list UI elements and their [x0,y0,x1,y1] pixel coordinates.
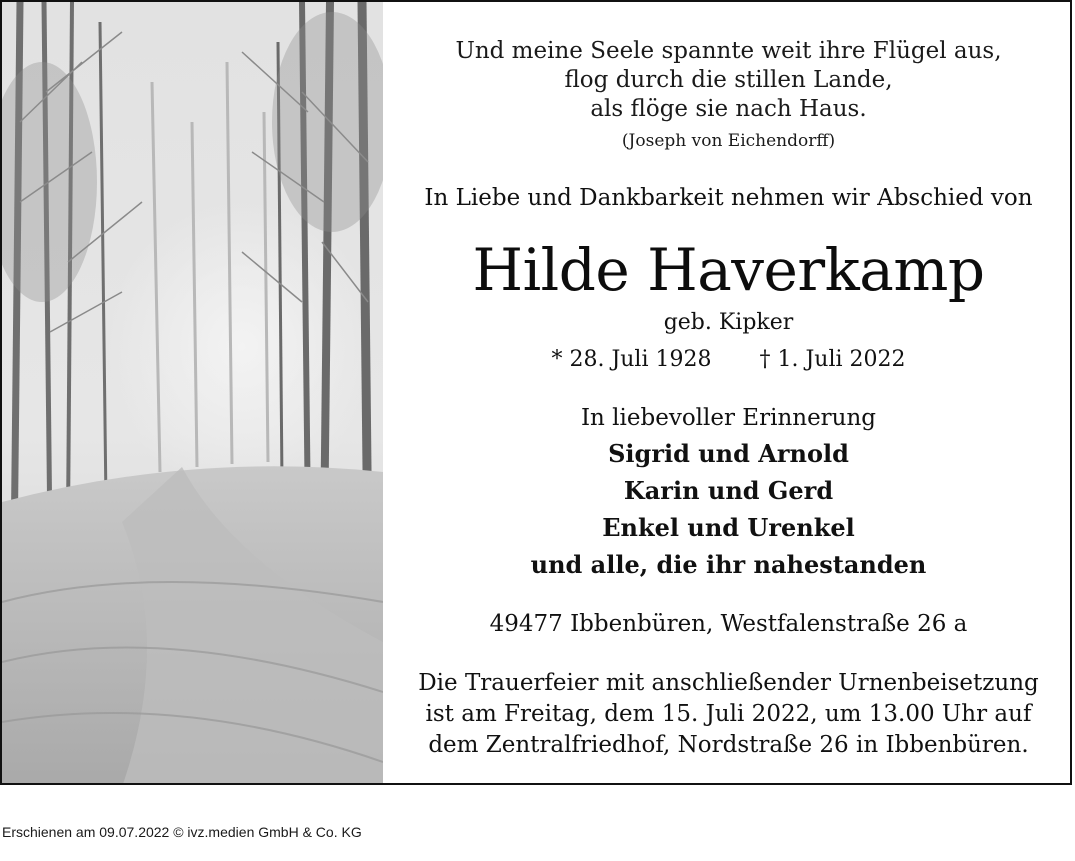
deceased-name: Hilde Haverkamp [472,236,985,304]
quote-author: (Joseph von Eichendorff) [621,131,836,151]
publication-credit: Erschienen am 09.07.2022 © ivz.medien GmbH & Co. KG [2,824,362,840]
birth-name: geb. Kipker [663,310,794,335]
forest-path-illustration [2,2,383,785]
quote-line: als flöge sie nach Haus. [590,96,867,122]
notice-text-panel [385,2,1072,785]
mourner-line: Sigrid und Arnold [608,439,849,468]
quote-line: Und meine Seele spannte weit ihre Flügel aus, [455,38,1002,64]
life-dates [385,346,1072,374]
service-info-line: ist am Freitag, dem 15. Juli 2022, um 13.00 Uhr auf [425,701,1032,727]
mourner-address: 49477 Ibbenbüren, Westfalenstraße 26 a [489,611,968,637]
farewell-intro: In Liebe und Dankbarkeit nehmen wir Abschied von [424,185,1033,211]
birth-date: * 28. Juli 1928 [551,347,712,372]
death-date: † 1. Juli 2022 [759,347,906,372]
quote-line: flog durch die stillen Lande, [564,67,893,93]
memory-line: In liebevoller Erinnerung [580,405,877,431]
service-info-line: dem Zentralfriedhof, Nordstraße 26 in Ibbenbüren. [428,732,1029,758]
service-info-line: Die Trauerfeier mit anschließender Urnenbeisetzung [418,670,1039,696]
mourner-line: und alle, die ihr nahestanden [530,550,927,579]
forest-path-photo [2,2,383,785]
mourner-line: Karin und Gerd [623,476,834,505]
mourner-line: Enkel und Urenkel [602,513,855,542]
